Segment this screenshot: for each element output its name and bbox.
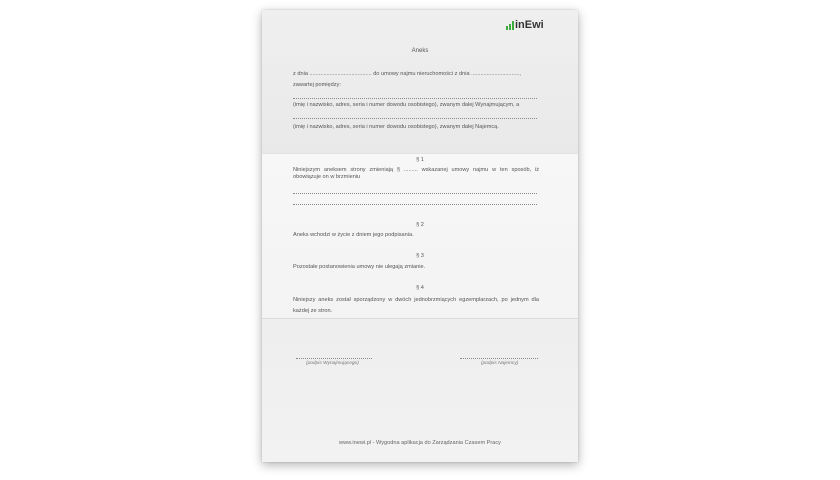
section-3-text: Pozostałe postanowienia umowy nie ulegają zmianie.	[293, 264, 426, 270]
section-1-text: Niniejszym aneksem strony zmieniają § ......... wskazanej umowy najmu w ten sposób, iż obowiązuje on w brzmieniu	[293, 167, 539, 180]
blank-line-party2	[293, 118, 537, 119]
document-page	[262, 10, 578, 462]
document-title: Aneks	[411, 48, 429, 54]
section-2-text: Aneks wchodzi w życie z dniem jego podpisania.	[293, 232, 414, 238]
section-4-text: Niniejszy aneks został sporządzony w dwóch jednobrzmiących egzemplarzach, po jednym dla każdej ze stron.	[293, 297, 539, 314]
logo-text: inEwi	[515, 19, 544, 31]
section-3-title: § 3	[416, 253, 424, 259]
fold-crease-lower	[262, 318, 578, 319]
fold-crease-upper	[262, 153, 578, 154]
blank-line-party1	[293, 98, 537, 99]
section-1-title: § 1	[416, 157, 424, 163]
signal-bars-icon	[506, 21, 514, 30]
blank-line-section1-b	[293, 204, 537, 205]
section-4-title: § 4	[416, 285, 424, 291]
brand-logo	[506, 20, 566, 32]
section-2-title: § 2	[416, 222, 424, 228]
document-footer: www.inewi.pl - Wygodna aplikacja do Zarządzania Czasem Pracy	[339, 440, 501, 446]
signature-line-landlord	[296, 358, 372, 359]
signature-line-tenant	[460, 358, 538, 359]
blank-line-section1-a	[293, 193, 537, 194]
signature-label-tenant: (podpis Najemcy)	[481, 361, 519, 366]
party1-description: (imię i nazwisko, adres, seria i numer dowodu osobistego), zwanym dalej Wynajmującym, a	[293, 102, 520, 108]
party2-description: (imię i nazwisko, adres, seria i numer dowodu osobistego), zwanym dalej Najemcą.	[293, 124, 499, 130]
signature-label-landlord: (podpis Wynajmującego)	[306, 361, 359, 366]
intro-date-line: z dnia ........................................ do umowy najmu nieruchomości z dnia ...............................,	[293, 71, 521, 77]
intro-between-line: zawartej pomiędzy:	[293, 82, 341, 88]
